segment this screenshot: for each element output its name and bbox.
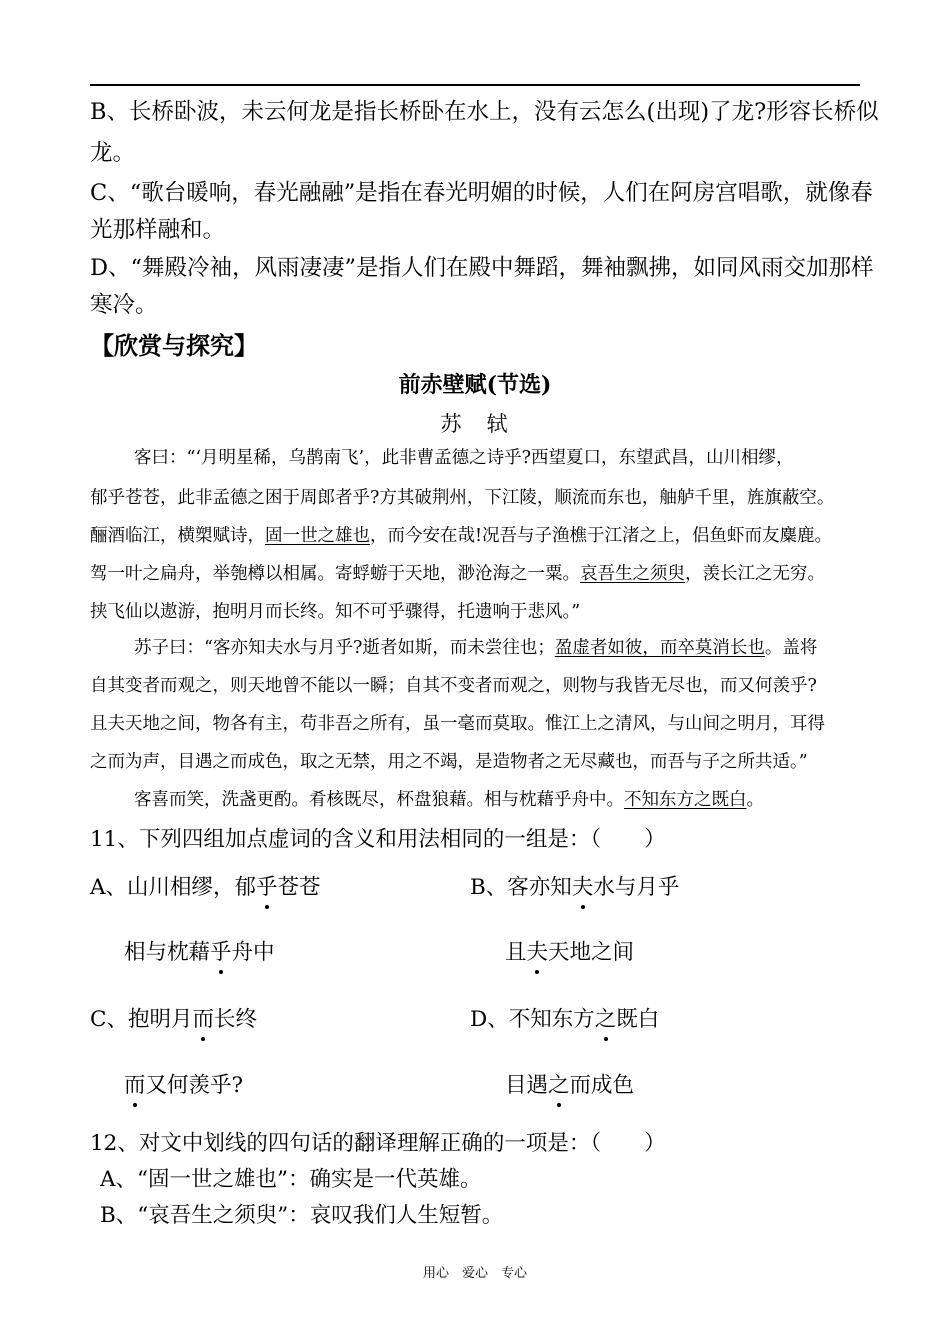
q11-b1-text-b: 水与月乎 <box>593 875 680 900</box>
option-c-line2: 光那样融和。 <box>90 217 226 243</box>
option-b-line1: B、长桥卧波，未云何龙是指长桥卧在水上，没有云怎么(出现)了龙?形容长桥似 <box>90 99 879 125</box>
p1-line4-text-b: ，羡长江之无穷。 <box>685 564 825 584</box>
poem-title: 前赤壁赋(节选) <box>398 372 552 398</box>
p2-line1 <box>134 630 817 668</box>
q11-c1-text-b: 长终 <box>213 1007 257 1032</box>
q11-option-a-line1 <box>90 870 321 901</box>
p2-line2: 自其变者而观之，则天地曾不能以一瞬；自其不变者而观之，则物与我皆无尽也，而又何羡乎? <box>90 676 817 696</box>
p3-line1 <box>134 782 764 820</box>
dotted-word: 乎 <box>256 870 278 901</box>
poem-author: 苏 轼 <box>440 412 510 436</box>
q11-c1-text-a: C、抱明月 <box>90 1007 193 1032</box>
q11-option-b-line2 <box>505 935 634 966</box>
option-d-line1: D、“舞殿冷袖，风雨凄凄”是指人们在殿中舞蹈，舞袖飘拂，如同风雨交加那样 <box>90 255 874 281</box>
q12-option-a: A、“固一世之雄也”：确实是一代英雄。 <box>100 1167 482 1192</box>
dotted-word: 之 <box>548 1068 570 1099</box>
q11-d1-text-a: D、不知东方 <box>470 1007 595 1032</box>
q11-option-d-line1 <box>470 1002 659 1033</box>
q11-a2-text-a: 相与枕藉 <box>124 940 211 965</box>
underlined-phrase-4: 不知东方之既白 <box>624 790 747 810</box>
q11-a1-text-b: 苍苍 <box>277 875 321 900</box>
q11-option-c-line2 <box>124 1068 243 1099</box>
p1-line4 <box>90 556 825 594</box>
header-rule <box>90 84 860 86</box>
dotted-word: 乎 <box>210 935 232 966</box>
p1-line5: 挟飞仙以遨游，抱明月而长终。知不可乎骤得，托遗响于悲风。” <box>90 602 581 622</box>
p2-line1-text-a: 苏子曰：“客亦知夫水与月乎?逝者如斯，而未尝往也； <box>134 638 555 658</box>
q11-a2-text-b: 舟中 <box>231 940 275 965</box>
underlined-phrase-3: 盈虚者如彼，而卒莫消长也 <box>554 638 765 658</box>
dotted-word: 而 <box>124 1068 146 1099</box>
option-b-line2: 龙。 <box>90 140 136 166</box>
q11-a1-text-a: A、山川相缪，郁 <box>90 875 257 900</box>
p3-text-b: 。 <box>746 790 764 810</box>
q11-b2-text-b: 天地之间 <box>548 940 635 965</box>
page-footer: 用心 爱心 专心 <box>422 1266 527 1281</box>
option-d-line2: 寒冷。 <box>90 292 158 318</box>
q12-option-b: B、“哀吾生之须臾”：哀叹我们人生短暂。 <box>100 1203 504 1228</box>
p1-line2: 郁乎苍苍，此非孟德之困于周郎者乎?方其破荆州，下江陵，顺流而东也，舳舻千里，旌旗蔽空。 <box>90 488 835 508</box>
q11-option-c-line1 <box>90 1002 257 1033</box>
p1-line3-text-b: ，而今安在哉!况吾与子渔樵于江渚之上，侣鱼虾而友麋鹿。 <box>370 526 833 546</box>
q11-option-d-line2 <box>505 1068 634 1099</box>
dotted-word: 之 <box>595 1002 617 1033</box>
q11-d1-text-b: 既白 <box>616 1007 660 1032</box>
dotted-word: 夫 <box>572 870 594 901</box>
q11-b1-text-a: B、客亦知 <box>470 875 572 900</box>
p1-line3 <box>90 518 832 556</box>
q11-stem: 11、下列四组加点虚词的含义和用法相同的一组是：（ ） <box>90 827 666 852</box>
q12-stem: 12、对文中划线的四句话的翻译理解正确的一项是：（ ） <box>90 1131 666 1156</box>
p2-line4: 之而为声，目遇之而成色，取之无禁，用之不竭，是造物者之无尽藏也，而吾与子之所共适。” <box>90 752 808 772</box>
q11-d2-text-b: 而成色 <box>569 1073 635 1098</box>
dotted-word: 而 <box>192 1002 214 1033</box>
dotted-word: 夫 <box>527 935 549 966</box>
q11-option-b-line1 <box>470 870 679 901</box>
q11-d2-text-a: 目遇 <box>505 1073 549 1098</box>
q11-c2-text-b: 又何羡乎? <box>145 1073 244 1098</box>
q11-b2-text-a: 且 <box>505 940 527 965</box>
p2-line1-text-b: 。盖将 <box>764 638 818 658</box>
underlined-phrase-2: 哀吾生之须臾 <box>580 564 685 584</box>
p1-line3-text-a: 酾酒临江，横槊赋诗， <box>90 526 265 546</box>
p1-line4-text-a: 驾一叶之扁舟，举匏樽以相属。寄蜉蝣于天地，渺沧海之一粟。 <box>90 564 580 584</box>
section-heading: 【欣赏与探究】 <box>90 331 258 360</box>
p1-line1: 客曰：“‘月明星稀，乌鹊南飞’，此非曹孟德之诗乎?西望夏口，东望武昌，山川相缪， <box>134 448 794 468</box>
option-c-line1: C、“歌台暖响，春光融融”是指在春光明媚的时候，人们在阿房宫唱歌，就像春 <box>90 180 873 206</box>
p2-line3: 且夫天地之间，物各有主，苟非吾之所有，虽一毫而莫取。惟江上之清风，与山间之明月，耳得 <box>90 714 825 734</box>
q11-option-a-line2 <box>124 935 275 966</box>
p3-text-a: 客喜而笑，洗盏更酌。肴核既尽，杯盘狼藉。相与枕藉乎舟中。 <box>134 790 624 810</box>
underlined-phrase-1: 固一世之雄也 <box>265 526 370 546</box>
